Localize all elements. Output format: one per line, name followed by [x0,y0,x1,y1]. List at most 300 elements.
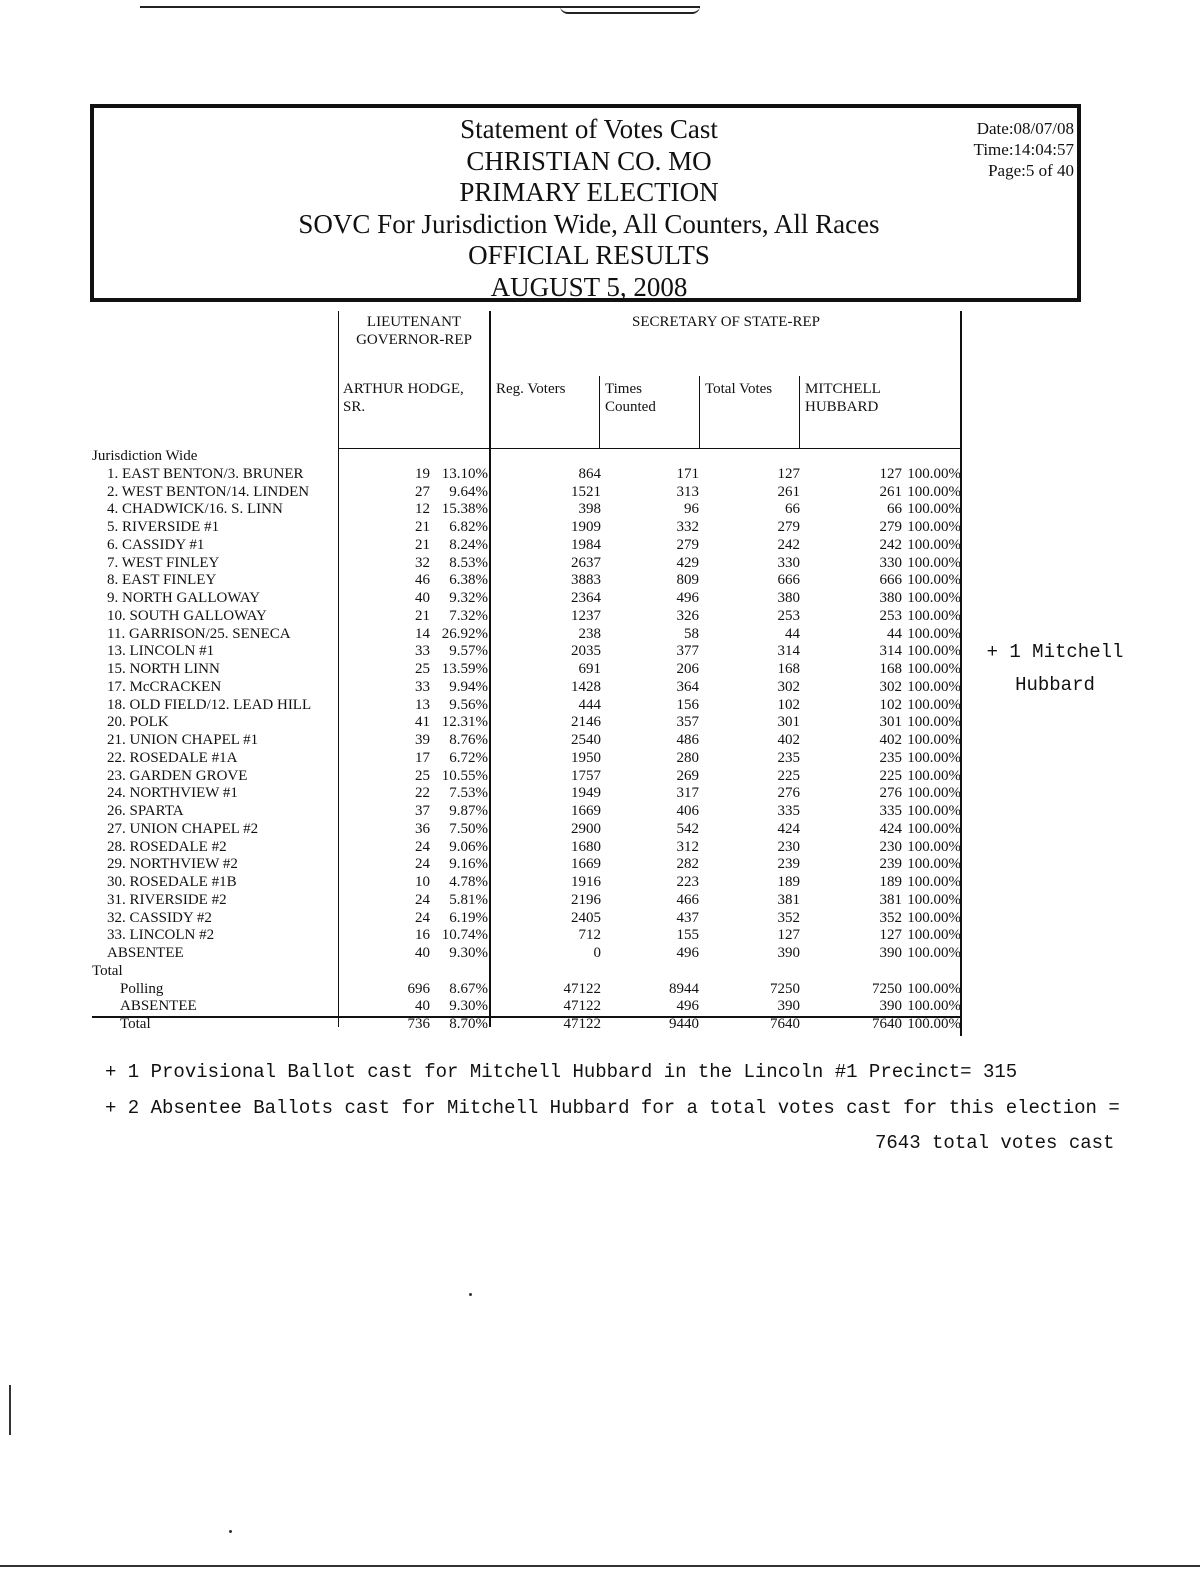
hodge-votes: 40 [415,945,430,961]
col-total-votes: Total Votes [705,381,773,397]
precinct-name: 31. RIVERSIDE #2 [107,891,227,908]
hodge-votes: 46 [415,572,430,589]
title-line: SOVC For Jurisdiction Wide, All Counters, All Races [298,208,880,239]
hodge-votes: 12 [415,501,430,518]
reg-voters: 2405 [571,909,601,926]
hodge-votes: 22 [415,785,430,802]
total-votes: 253 [777,607,800,624]
total-votes: 261 [777,483,800,500]
hodge-percent: 13.10% [441,465,488,482]
reg-voters: 1521 [571,483,601,500]
total-votes: 235 [777,749,800,766]
candidate-hodge: ARTHUR HODGE, SR. [343,381,464,415]
times-counted: 156 [676,696,699,713]
table-row [92,661,967,679]
reg-voters: 1949 [571,785,601,802]
side-note-line: Hubbard [1015,674,1095,696]
total-votes: 666 [777,572,800,589]
precinct-name: 32. CASSIDY #2 [107,909,212,926]
scan-edge-bottom [0,1565,1200,1567]
hubbard-percent: 100.00% [907,749,961,766]
reg-voters: 2637 [571,554,601,571]
reg-voters: 398 [578,501,601,518]
precinct-name: Polling [120,980,164,997]
hubbard-votes: 7250 [872,980,902,997]
hodge-percent: 9.57% [449,643,488,660]
table-row [92,714,967,732]
hodge-votes: 36 [415,820,430,837]
title-line: AUGUST 5, 2008 [490,271,688,302]
hubbard-votes: 44 [887,625,902,642]
precinct-name: 5. RIVERSIDE #1 [107,519,220,535]
reg-voters: 864 [578,465,601,482]
col-reg-voters: Reg. Voters [496,381,566,397]
precinct-name: 29. NORTHVIEW #2 [107,856,238,873]
times-counted: 406 [676,803,699,819]
results-table [92,448,967,1034]
side-note-line: + 1 Mitchell [986,641,1124,663]
total-votes: 230 [777,838,800,855]
total-votes: 44 [785,625,800,642]
column-divider [699,376,700,449]
hubbard-votes: 235 [879,749,902,766]
table-row [92,501,967,519]
hodge-percent: 9.87% [449,803,488,819]
times-counted: 332 [676,519,699,535]
total-votes: 189 [777,874,800,890]
times-counted: 223 [676,874,699,890]
side-note [980,636,1130,702]
total-votes: 276 [777,785,800,802]
table-row [92,484,967,502]
table-row [92,697,967,715]
hodge-percent: 7.50% [449,820,488,837]
hubbard-percent: 100.00% [907,980,961,997]
hubbard-percent: 100.00% [907,643,961,660]
hodge-percent: 9.64% [449,483,488,500]
hodge-votes: 24 [415,909,430,926]
hodge-votes: 40 [415,590,430,606]
total-votes: 279 [777,519,800,535]
hubbard-percent: 100.00% [907,607,961,624]
hubbard-percent: 100.00% [907,927,961,944]
times-counted: 496 [676,945,699,961]
hodge-percent: 9.94% [449,678,488,695]
hubbard-votes: 127 [879,927,902,944]
table-row [92,626,967,644]
hubbard-percent: 100.00% [907,874,961,890]
hodge-percent: 10.55% [441,767,488,784]
reg-voters: 1428 [571,678,601,695]
precinct-name: 20. POLK [107,714,169,731]
hodge-percent: 7.32% [449,607,488,624]
times-counted: 8944 [669,980,699,997]
section-jurisdiction-wide-text: Jurisdiction Wide [92,448,198,464]
hubbard-percent: 100.00% [907,945,961,961]
precinct-name: 26. SPARTA [107,803,184,819]
hodge-votes: 41 [415,714,430,731]
hodge-percent: 9.32% [449,590,488,606]
precinct-name: 30. ROSEDALE #1B [107,874,237,890]
title-line: CHRISTIAN CO. MO [466,145,712,176]
col-times-counted: Times Counted [605,381,656,415]
hubbard-percent: 100.00% [907,696,961,713]
race-secretary-of-state: SECRETARY OF STATE-REP [632,314,820,330]
hubbard-percent: 100.00% [907,714,961,731]
hodge-votes: 33 [415,678,430,695]
hodge-percent: 8.53% [449,554,488,571]
table-row [92,643,967,661]
reg-voters: 2035 [571,643,601,660]
hubbard-percent: 100.00% [907,785,961,802]
hubbard-percent: 100.00% [907,625,961,642]
reg-voters: 444 [578,696,601,713]
hodge-votes: 24 [415,891,430,908]
table-row [92,910,967,928]
total-votes: 380 [777,590,800,606]
hodge-votes: 696 [407,980,430,997]
reg-voters: 2900 [571,820,601,837]
table-row [92,821,967,839]
hodge-percent: 5.81% [449,891,488,908]
precinct-name: 33. LINCOLN #2 [107,927,215,944]
hodge-percent: 9.16% [449,856,488,873]
table-row [92,839,967,857]
hubbard-percent: 100.00% [907,501,961,518]
table-row [92,998,967,1016]
scan-edge-curve [560,6,700,14]
times-counted: 357 [676,714,699,731]
race-lieutenant-governor: LIEUTENANT GOVERNOR-REP [356,314,472,348]
precinct-name: 23. GARDEN GROVE [107,767,248,784]
total-votes: 225 [777,767,800,784]
hubbard-votes: 189 [879,874,902,890]
precinct-name: 7. WEST FINLEY [107,554,220,571]
hodge-votes: 40 [415,998,430,1015]
hodge-percent: 6.82% [449,519,488,535]
scan-dot [229,1530,232,1533]
table-row [92,590,967,608]
precinct-name: Total [120,1016,151,1032]
reg-voters: 1669 [571,803,601,819]
hubbard-votes: 352 [879,909,902,926]
precinct-name: 17. McCRACKEN [107,678,222,695]
hodge-percent: 15.38% [441,501,488,518]
times-counted: 437 [676,909,699,926]
times-counted: 312 [676,838,699,855]
hubbard-votes: 225 [879,767,902,784]
reg-voters: 1669 [571,856,601,873]
times-counted: 313 [676,483,699,500]
hodge-votes: 25 [415,661,430,677]
reg-voters: 47122 [563,1016,601,1032]
title-line: OFFICIAL RESULTS [468,240,710,270]
hodge-votes: 39 [415,732,430,748]
total-votes: 168 [777,661,800,677]
total-votes: 127 [777,465,800,482]
table-row [92,856,967,874]
hodge-percent: 8.76% [449,732,488,748]
total-votes: 7640 [770,1016,800,1032]
precinct-name: 15. NORTH LINN [107,661,220,677]
times-counted: 486 [676,732,699,748]
reg-voters: 1757 [571,767,601,784]
table-row [92,768,967,786]
hodge-percent: 8.24% [449,536,488,553]
hodge-percent: 6.72% [449,749,488,766]
total-votes: 390 [777,945,800,961]
hodge-votes: 27 [415,483,430,500]
hubbard-votes: 301 [879,714,902,731]
hodge-votes: 33 [415,643,430,660]
total-votes: 66 [785,501,800,518]
total-votes: 239 [777,856,800,873]
times-counted: 496 [676,998,699,1015]
hubbard-votes: 381 [879,891,902,908]
precinct-name: 4. CHADWICK/16. S. LINN [107,501,283,518]
hubbard-votes: 380 [879,590,902,606]
footnote-total: 7643 total votes cast [875,1132,1115,1154]
hubbard-votes: 253 [879,607,902,624]
hodge-percent: 7.53% [449,785,488,802]
total-votes: 102 [777,696,800,713]
hodge-votes: 21 [415,607,430,624]
table-row [92,555,967,573]
scan-mark-left [9,1385,11,1435]
total-votes: 390 [777,998,800,1015]
times-counted: 542 [676,820,699,837]
hubbard-percent: 100.00% [907,678,961,695]
table-row [92,679,967,697]
times-counted: 282 [676,856,699,873]
footnote-absentee: + 2 Absentee Ballots cast for Mitchell Hubbard for a total votes cast for this election = [105,1097,1120,1119]
table-row [92,874,967,892]
table-row [92,750,967,768]
hubbard-percent: 100.00% [907,465,961,482]
table-row [92,537,967,555]
column-divider [599,376,600,449]
times-counted: 317 [676,785,699,802]
hubbard-votes: 666 [879,572,902,589]
table-row [92,785,967,803]
hubbard-votes: 127 [879,465,902,482]
hodge-percent: 12.31% [441,714,488,731]
precinct-name: 13. LINCOLN #1 [107,643,215,660]
precinct-name: 24. NORTHVIEW #1 [107,785,238,802]
hubbard-percent: 100.00% [907,909,961,926]
reg-voters: 1909 [571,519,601,535]
hodge-percent: 9.06% [449,838,488,855]
hubbard-percent: 100.00% [907,856,961,873]
total-votes: 381 [777,891,800,908]
hodge-votes: 24 [415,856,430,873]
reg-voters: 47122 [563,980,601,997]
footnote-provisional: + 1 Provisional Ballot cast for Mitchell Hubbard in the Lincoln #1 Precinct= 315 [105,1061,1018,1083]
table-row [92,519,967,537]
reg-voters: 1950 [571,749,601,766]
table-row [92,803,967,821]
precinct-name: 11. GARRISON/25. SENECA [107,625,291,642]
table-row [92,732,967,750]
hubbard-percent: 100.00% [907,767,961,784]
hodge-votes: 736 [407,1016,430,1032]
hubbard-percent: 100.00% [907,1016,961,1032]
report-date: Date:08/07/08 [976,119,1074,138]
hubbard-votes: 276 [879,785,902,802]
hubbard-votes: 390 [879,945,902,961]
hubbard-percent: 100.00% [907,891,961,908]
precinct-name: 6. CASSIDY #1 [107,536,205,553]
precinct-name: 1. EAST BENTON/3. BRUNER [107,465,304,482]
reg-voters: 1680 [571,838,601,855]
hubbard-votes: 402 [879,732,902,748]
times-counted: 279 [676,536,699,553]
hubbard-votes: 279 [879,519,902,535]
precinct-name: 2. WEST BENTON/14. LINDEN [107,483,310,500]
report-meta [974,118,1074,181]
hubbard-percent: 100.00% [907,536,961,553]
times-counted: 9440 [669,1016,699,1032]
table-row [92,1016,967,1034]
section-total [92,963,967,981]
precinct-name: 8. EAST FINLEY [107,572,217,589]
hodge-votes: 14 [415,625,430,642]
table-row [92,981,967,999]
hubbard-votes: 314 [879,643,902,660]
hubbard-votes: 390 [879,998,902,1015]
hubbard-percent: 100.00% [907,590,961,606]
hodge-percent: 9.30% [449,945,488,961]
table-row [92,608,967,626]
times-counted: 269 [676,767,699,784]
reg-voters: 3883 [571,572,601,589]
hodge-votes: 24 [415,838,430,855]
hodge-percent: 9.30% [449,998,488,1015]
reg-voters: 2540 [571,732,601,748]
hubbard-votes: 102 [879,696,902,713]
hubbard-votes: 330 [879,554,902,571]
reg-voters: 2146 [571,714,601,731]
hodge-percent: 6.19% [449,909,488,926]
hubbard-votes: 302 [879,678,902,695]
hodge-votes: 19 [415,465,430,482]
title-line: PRIMARY ELECTION [459,177,719,207]
total-votes: 314 [777,643,800,660]
total-votes: 301 [777,714,800,731]
section-jurisdiction-wide [92,448,967,466]
total-votes: 335 [777,803,800,819]
times-counted: 155 [676,927,699,944]
hubbard-percent: 100.00% [907,838,961,855]
hubbard-votes: 7640 [872,1016,902,1032]
times-counted: 364 [676,678,699,695]
hodge-percent: 10.74% [441,927,488,944]
section-total-text: Total [92,962,123,979]
hodge-votes: 10 [415,874,430,890]
times-counted: 96 [684,501,699,518]
times-counted: 326 [676,607,699,624]
precinct-name: ABSENTEE [120,998,197,1015]
hodge-votes: 32 [415,554,430,571]
report-header [90,104,1081,302]
table-row [92,466,967,484]
times-counted: 466 [676,891,699,908]
reg-voters: 691 [578,661,601,677]
hodge-votes: 25 [415,767,430,784]
scan-dot [469,1293,472,1296]
hubbard-percent: 100.00% [907,732,961,748]
table-row [92,572,967,590]
hubbard-votes: 335 [879,803,902,819]
total-votes: 352 [777,909,800,926]
hubbard-percent: 100.00% [907,572,961,589]
hodge-percent: 8.70% [449,1016,488,1032]
hubbard-percent: 100.00% [907,998,961,1015]
hubbard-votes: 239 [879,856,902,873]
hubbard-votes: 424 [879,820,902,837]
report-page: Page:5 of 40 [988,161,1074,180]
table-row [92,945,967,963]
times-counted: 429 [676,554,699,571]
precinct-name: ABSENTEE [107,945,184,961]
total-votes: 330 [777,554,800,571]
times-counted: 280 [676,749,699,766]
table-row [92,892,967,910]
hubbard-votes: 242 [879,536,902,553]
hodge-votes: 16 [415,927,430,944]
times-counted: 809 [676,572,699,589]
precinct-name: 27. UNION CHAPEL #2 [107,820,259,837]
hubbard-votes: 168 [879,661,902,677]
precinct-name: 22. ROSEDALE #1A [107,749,238,766]
report-time: Time:14:04:57 [973,140,1074,159]
hubbard-percent: 100.00% [907,483,961,500]
hodge-percent: 9.56% [449,696,488,713]
hodge-percent: 8.67% [449,980,488,997]
report-title [254,114,924,303]
reg-voters: 238 [578,625,601,642]
reg-voters: 1984 [571,536,601,553]
hubbard-percent: 100.00% [907,661,961,677]
total-votes: 424 [777,820,800,837]
reg-voters: 1916 [571,874,601,890]
reg-voters: 2196 [571,891,601,908]
reg-voters: 0 [593,945,601,961]
total-votes: 302 [777,678,800,695]
column-divider [799,376,800,449]
precinct-name: 18. OLD FIELD/12. LEAD HILL [107,696,312,713]
hodge-percent: 6.38% [449,572,488,589]
reg-voters: 2364 [571,590,601,606]
precinct-name: 28. ROSEDALE #2 [107,838,227,855]
hodge-votes: 21 [415,519,430,535]
hodge-votes: 37 [415,803,430,819]
hodge-percent: 4.78% [449,874,488,890]
hodge-percent: 26.92% [441,625,488,642]
hubbard-votes: 66 [887,501,902,518]
precinct-name: 10. SOUTH GALLOWAY [107,607,267,624]
times-counted: 171 [676,465,699,482]
hodge-votes: 17 [415,749,430,766]
hodge-percent: 13.59% [441,661,488,677]
reg-voters: 712 [578,927,601,944]
times-counted: 377 [676,643,699,660]
hodge-votes: 21 [415,536,430,553]
hubbard-votes: 261 [879,483,902,500]
hubbard-percent: 100.00% [907,820,961,837]
total-votes: 402 [777,732,800,748]
times-counted: 206 [676,661,699,677]
